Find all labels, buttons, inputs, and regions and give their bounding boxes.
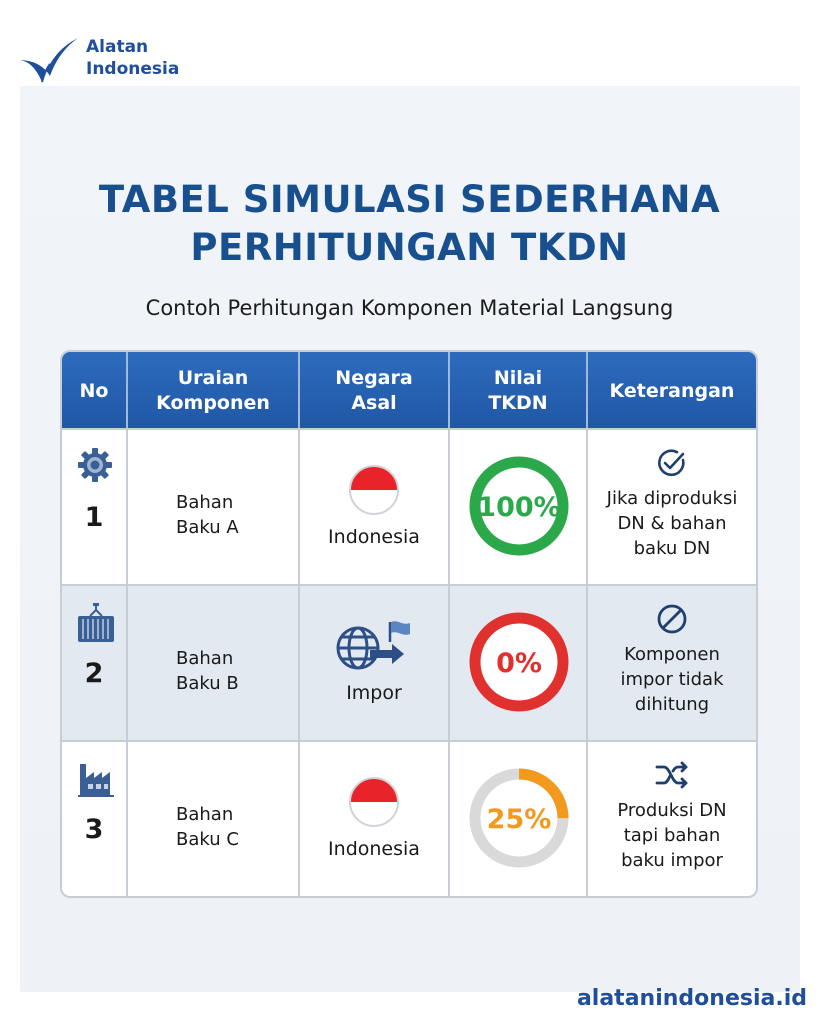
negara-label: Impor xyxy=(346,682,402,704)
table-header xyxy=(62,352,756,430)
komponen-text xyxy=(176,646,239,696)
cell-no xyxy=(62,430,128,584)
page-subtitle: Contoh Perhitungan Komponen Material Langsung xyxy=(145,296,674,320)
cell-komponen xyxy=(128,430,300,584)
check-circle-icon xyxy=(655,446,689,480)
ket-line3: baku DN xyxy=(633,538,711,559)
ket-icon-wrap xyxy=(588,758,756,796)
keterangan-text xyxy=(588,486,756,561)
header-negara xyxy=(300,352,450,430)
title-line2: PERHITUNGAN TKDN xyxy=(190,226,629,269)
tkdn-value: 25% xyxy=(486,804,552,835)
cell-nilai xyxy=(450,430,588,584)
brand-name-line2: Indonesia xyxy=(86,59,180,79)
header-uraian-line1: Uraian xyxy=(177,367,249,389)
header-uraian-label xyxy=(156,366,270,416)
header-uraian xyxy=(128,352,300,430)
container-icon xyxy=(76,602,116,644)
cell-negara xyxy=(300,742,450,896)
indonesia-flag-icon xyxy=(348,776,400,828)
tkdn-value: 0% xyxy=(496,648,542,679)
brand-logo xyxy=(14,30,214,90)
cell-no xyxy=(62,586,128,740)
header-no-label: No xyxy=(79,379,109,402)
table-row xyxy=(62,428,756,584)
brand-name xyxy=(86,36,179,80)
komponen-line2: Baku A xyxy=(176,517,239,538)
cell-keterangan xyxy=(588,430,756,584)
page-title xyxy=(0,176,819,272)
prohibited-icon xyxy=(655,602,689,636)
negara-label: Indonesia xyxy=(328,526,420,548)
komponen-line2: Baku B xyxy=(176,673,239,694)
tkdn-ring-chart xyxy=(467,454,571,558)
header-nilai xyxy=(450,352,588,430)
bird-logo-icon xyxy=(14,34,80,86)
gear-icon xyxy=(76,446,114,484)
ket-line2: tapi bahan xyxy=(623,825,721,846)
cell-keterangan xyxy=(588,742,756,896)
komponen-line1: Bahan xyxy=(176,804,234,825)
ket-line1: Jika diproduksi xyxy=(606,488,738,509)
header-negara-line1: Negara xyxy=(335,367,413,389)
ket-line3: dihitung xyxy=(634,694,710,715)
cell-nilai xyxy=(450,742,588,896)
footer-url[interactable]: alatanindonesia.id xyxy=(576,986,807,1011)
indonesia-flag-icon xyxy=(348,464,400,516)
komponen-text xyxy=(176,802,239,852)
globe-import-icon xyxy=(334,618,416,674)
table-row xyxy=(62,740,756,896)
cell-komponen xyxy=(128,586,300,740)
ket-line2: DN & bahan xyxy=(617,513,727,534)
ket-icon-wrap xyxy=(588,446,756,484)
cell-nilai xyxy=(450,586,588,740)
header-keterangan xyxy=(588,352,756,430)
cell-negara xyxy=(300,430,450,584)
header-nilai-label xyxy=(488,366,547,416)
komponen-text xyxy=(176,490,239,540)
header-uraian-line2: Komponen xyxy=(156,392,270,414)
ket-icon-wrap xyxy=(588,602,756,640)
negara-label: Indonesia xyxy=(328,838,420,860)
header-nilai-line1: Nilai xyxy=(493,367,543,389)
header-keterangan-label: Keterangan xyxy=(609,379,735,402)
brand-name-line1: Alatan xyxy=(86,37,149,57)
ket-line1: Produksi DN xyxy=(617,800,727,821)
tkdn-table xyxy=(60,350,758,898)
komponen-line1: Bahan xyxy=(176,648,234,669)
ket-line1: Komponen xyxy=(624,644,720,665)
tkdn-ring-chart xyxy=(467,766,571,870)
header-negara-label xyxy=(335,366,412,416)
komponen-line1: Bahan xyxy=(176,492,234,513)
komponen-line2: Baku C xyxy=(176,829,239,850)
header-no xyxy=(62,352,128,430)
title-line1: TABEL SIMULASI SEDERHANA xyxy=(98,178,721,221)
ket-line2: impor tidak xyxy=(620,669,724,690)
factory-icon xyxy=(76,758,116,798)
cell-no xyxy=(62,742,128,896)
row-number: 2 xyxy=(84,658,104,689)
header-nilai-line2: TKDN xyxy=(488,392,548,414)
keterangan-text xyxy=(588,642,756,717)
keterangan-text xyxy=(588,798,756,873)
cell-negara xyxy=(300,586,450,740)
row-number: 1 xyxy=(84,502,104,533)
tkdn-ring-chart xyxy=(467,610,571,714)
tkdn-value: 100% xyxy=(477,492,561,523)
cell-keterangan xyxy=(588,586,756,740)
shuffle-icon xyxy=(654,758,690,792)
ket-line3: baku impor xyxy=(621,850,723,871)
cell-komponen xyxy=(128,742,300,896)
row-number: 3 xyxy=(84,814,104,845)
header-negara-line2: Asal xyxy=(351,392,397,414)
table-row xyxy=(62,584,756,740)
